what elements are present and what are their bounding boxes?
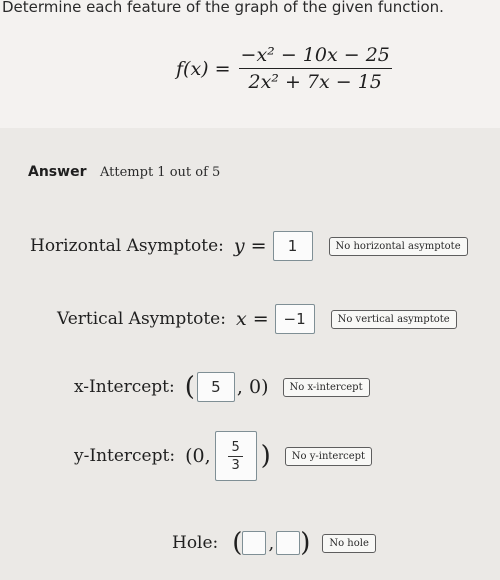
hole-row <box>172 530 376 556</box>
x-intercept-tail: , 0) <box>236 376 269 398</box>
hole-open-paren: ( <box>232 528 243 558</box>
horizontal-asymptote-input[interactable]: 1 <box>273 231 313 261</box>
x-intercept-row <box>74 372 370 402</box>
y-intercept-open: (0, <box>185 445 211 467</box>
no-horizontal-asymptote-button[interactable]: No horizontal asymptote <box>329 237 468 256</box>
vertical-asymptote-variable: x <box>235 308 247 330</box>
hole-x-input[interactable] <box>242 531 266 555</box>
no-y-intercept-button[interactable]: No y-intercept <box>285 447 372 466</box>
x-intercept-label: x-Intercept: <box>74 377 175 397</box>
horizontal-asymptote-label: Horizontal Asymptote: <box>30 236 224 256</box>
y-intercept-fraction <box>228 440 242 473</box>
y-intercept-label: y-Intercept: <box>74 446 176 466</box>
answer-label: Answer <box>28 164 87 180</box>
attempt-counter: Attempt 1 out of 5 <box>100 165 221 180</box>
x-intercept-input[interactable]: 5 <box>197 372 235 402</box>
hole-y-input[interactable] <box>276 531 300 555</box>
y-intercept-close: ) <box>260 441 271 471</box>
vertical-asymptote-input[interactable]: −1 <box>275 304 315 334</box>
y-intercept-numerator: 5 <box>228 440 242 457</box>
horizontal-asymptote-equals: = <box>250 235 267 257</box>
hole-close-paren: ) <box>300 528 311 558</box>
y-intercept-denominator: 3 <box>231 457 240 473</box>
function-fraction <box>239 44 392 93</box>
answer-panel <box>0 128 500 580</box>
function-numerator: −x² − 10x − 25 <box>239 44 392 69</box>
x-intercept-open-paren: ( <box>184 372 195 402</box>
no-x-intercept-button[interactable]: No x-intercept <box>283 378 370 397</box>
function-denominator: 2x² + 7x − 15 <box>248 71 382 93</box>
hole-comma: , <box>268 532 275 554</box>
y-intercept-row <box>74 431 372 481</box>
function-lhs: f(x) = <box>176 57 231 80</box>
function-formula <box>176 44 392 93</box>
no-hole-button[interactable]: No hole <box>322 534 376 553</box>
vertical-asymptote-row <box>57 304 457 334</box>
question-text: Determine each feature of the graph of the given function. <box>2 0 444 16</box>
vertical-asymptote-label: Vertical Asymptote: <box>57 309 226 329</box>
no-vertical-asymptote-button[interactable]: No vertical asymptote <box>331 310 457 329</box>
hole-label: Hole: <box>172 533 219 553</box>
horizontal-asymptote-variable: y <box>233 235 245 257</box>
vertical-asymptote-equals: = <box>252 308 269 330</box>
horizontal-asymptote-row <box>30 231 468 261</box>
y-intercept-input[interactable] <box>215 431 257 481</box>
